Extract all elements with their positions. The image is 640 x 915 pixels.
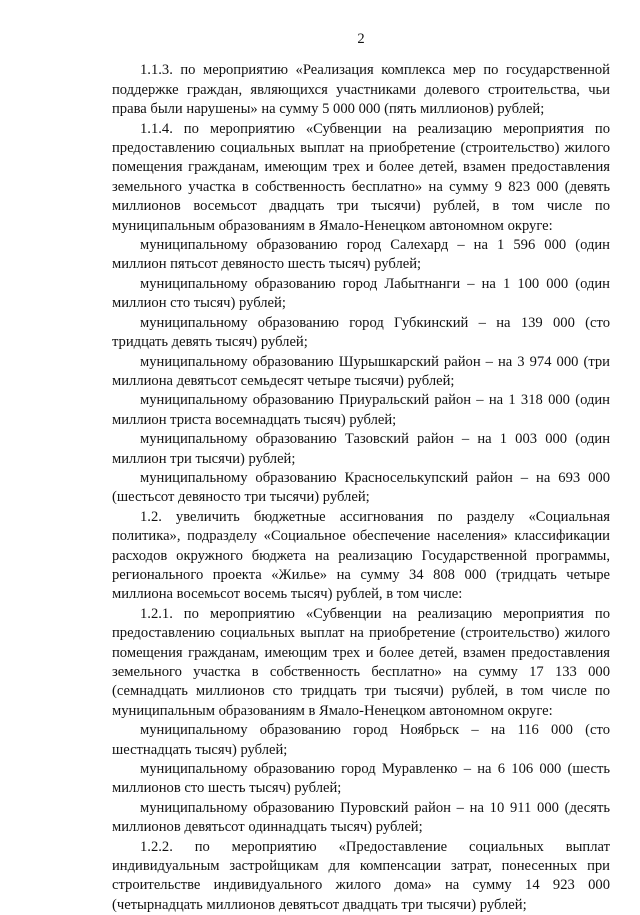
- paragraph-salekhard: муниципальному образованию город Салехард – на 1 596 000 (один миллион пятьсот девяносто шесть тысяч) рублей;: [112, 237, 610, 273]
- paragraph-gubkinsky: муниципальному образованию город Губкинский – на 139 000 (сто тридцать девять тысяч) рублей;: [112, 314, 610, 351]
- document-page: [112, 30, 610, 915]
- paragraph-1-2: 1.2. увеличить бюджетные ассигнования по разделу «Социальная политика», подразделу «Социальное обеспечение населения» классификации расходов окружного бюджета на реализацию Государственной программы, регионального проекта «Жилье» на сумму 34 808 000 (тридцать четыре миллиона восемьсот восемь тысяч) рублей, в том числе:: [112, 508, 610, 603]
- paragraph-purovsky: муниципальному образованию Пуровский район – на 10 911 000 (десять миллионов девятьсот одиннадцать тысяч) рублей;: [112, 799, 610, 836]
- paragraph-1-1-3: 1.1.3. по мероприятию «Реализация комплекса мер по государственной поддержке граждан, являющихся участниками долевого строительства, чьи права были нарушены» на сумму 5 000 000 (пять миллионов) рублей;: [112, 62, 610, 118]
- paragraph-shuryshkarsky: муниципальному образованию Шурышкарский район – на 3 974 000 (три миллиона девятьсот семьдесят четыре тысячи) рублей;: [112, 353, 610, 389]
- paragraph-krasnoselkupsky: муниципальному образованию Красноселькупский район – на 693 000 (шестьсот девяносто три тысячи) рублей;: [112, 469, 610, 506]
- paragraph-priuralsky: муниципальному образованию Приуральский район – на 1 318 000 (один миллион триста восемнадцать тысяч) рублей;: [112, 392, 610, 428]
- paragraph-1-2-2: 1.2.2. по мероприятию «Предоставление социальных выплат индивидуальным застройщикам для компенсации затрат, понесенных при строительстве индивидуального жилого дома» на сумму 14 923 000 (четырнадцать миллионов девятьсот двадцать три тысячи) рублей;: [112, 838, 610, 913]
- paragraph-labytnangi: муниципальному образованию город Лабытнанги – на 1 100 000 (один миллион сто тысяч) рублей;: [112, 275, 610, 312]
- paragraph-muravlenko: муниципальному образованию город Муравленко – на 6 106 000 (шесть миллионов сто шесть тысяч) рублей;: [112, 761, 610, 797]
- paragraph-tazovsky: муниципальному образованию Тазовский район – на 1 003 000 (один миллион три тысячи) рублей;: [112, 431, 610, 467]
- paragraph-noyabrsk: муниципальному образованию город Ноябрьск – на 116 000 (сто шестнадцать тысяч) рублей;: [112, 722, 610, 758]
- paragraph-1-1-4: 1.1.4. по мероприятию «Субвенции на реализацию мероприятия по предоставлению социальных выплат на приобретение (строительство) жилого помещения гражданам, имеющим трех и более детей, взамен предоставления земельного участка в собственность бесплатно» на сумму 9 823 000 (девять миллионов восемьсот двадцать три тысячи) рублей, в том числе по муниципальным образованиям в Ямало-Ненецком автономном округе:: [112, 120, 610, 234]
- paragraph-1-2-1: 1.2.1. по мероприятию «Субвенции на реализацию мероприятия по предоставлению социальных выплат на приобретение (строительство) жилого помещения гражданам, имеющим трех и более детей, взамен предоставления земельного участка в собственность бесплатно» на сумму 17 133 000 (семнадцать миллионов сто тридцать три тысячи) рублей, в том числе по муниципальным образованиям в Ямало-Ненецком автономном округе:: [112, 605, 610, 719]
- page-number: 2: [357, 31, 365, 47]
